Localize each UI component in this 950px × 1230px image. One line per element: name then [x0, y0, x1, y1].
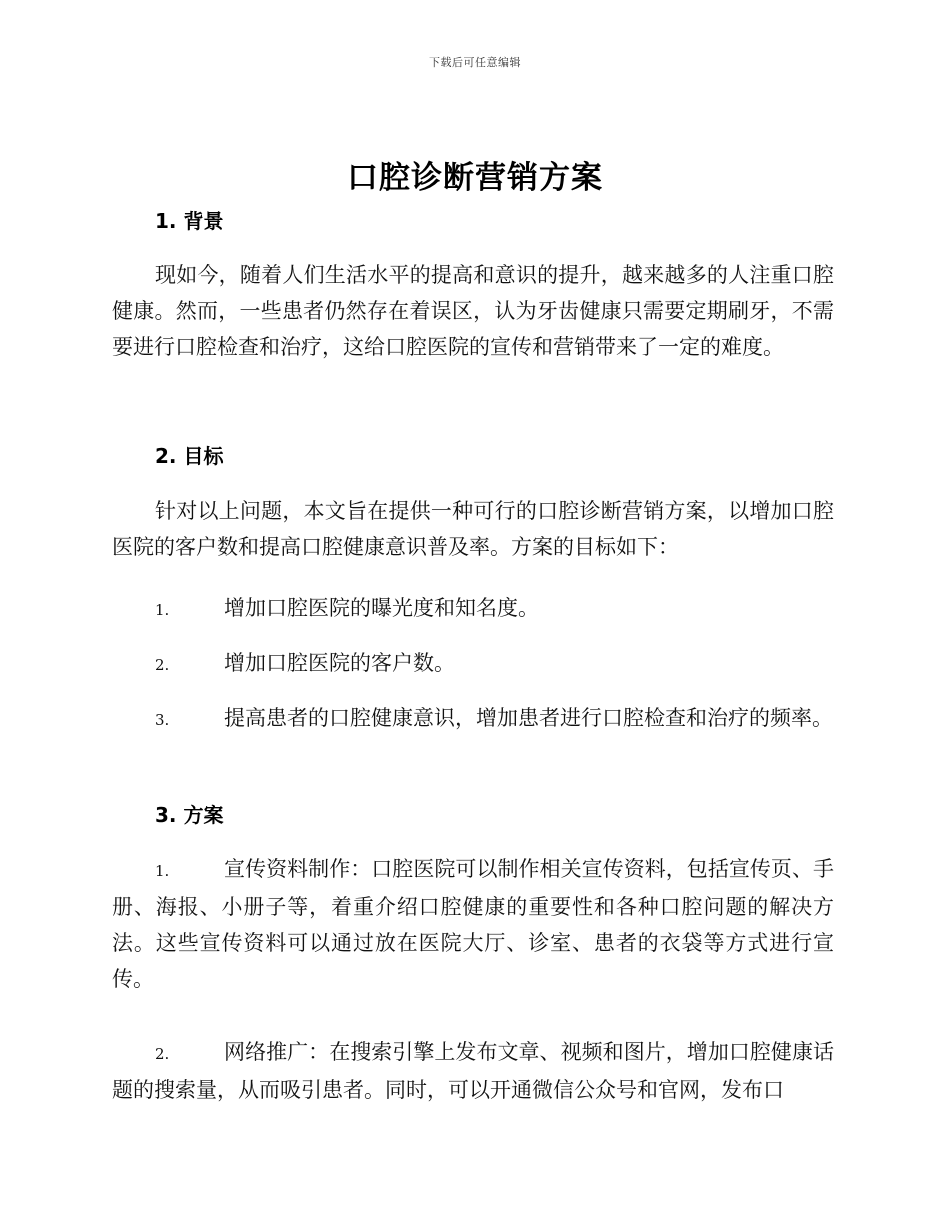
list-item-number: 2. [155, 656, 170, 674]
list-item-number: 2. [155, 1045, 170, 1063]
list-item-number: 3. [155, 711, 170, 729]
section-paragraph-background: 现如今，随着人们生活水平的提高和意识的提升，越来越多的人注重口腔健康。然而，一些患者仍然存在着误区，认为牙齿健康只需要定期刷牙，不需要进行口腔检查和治疗，这给口腔医院的宣传和营销带来了一定的难度。 [112, 263, 834, 359]
list-item [112, 590, 834, 628]
section-heading-plan: 3. 方案 [155, 803, 224, 827]
list-item [112, 700, 834, 738]
list-item-number: 1. [155, 601, 170, 619]
list-item-text: 提高患者的口腔健康意识，增加患者进行口腔检查和治疗的频率。 [224, 706, 833, 730]
list-item-text: 宣传资料制作：口腔医院可以制作相关宣传资料，包括宣传页、手册、海报、小册子等，着重介绍口腔健康的重要性和各种口腔问题的解决方法。这些宣传资料可以通过放在医院大厅、诊室、患者的衣袋等方式进行宣传。 [112, 857, 834, 991]
section-heading-background: 1. 背景 [155, 209, 224, 233]
list-item [112, 851, 834, 997]
list-item-text: 增加口腔医院的客户数。 [224, 651, 455, 675]
list-item [112, 645, 834, 683]
header-note: 下载后可任意编辑 [429, 56, 521, 69]
list-item [112, 1034, 834, 1108]
section-paragraph-goals: 针对以上问题，本文旨在提供一种可行的口腔诊断营销方案，以增加口腔医院的客户数和提高口腔健康意识普及率。方案的目标如下： [112, 499, 834, 559]
list-item-number: 1. [155, 862, 170, 880]
list-item-text: 增加口腔医院的曝光度和知名度。 [224, 596, 539, 620]
list-item-text: 网络推广：在搜索引擎上发布文章、视频和图片，增加口腔健康话题的搜索量，从而吸引患者。同时，可以开通微信公众号和官网，发布口 [112, 1040, 834, 1102]
section-heading-goals: 2. 目标 [155, 444, 224, 468]
document-title: 口腔诊断营销方案 [347, 160, 603, 196]
